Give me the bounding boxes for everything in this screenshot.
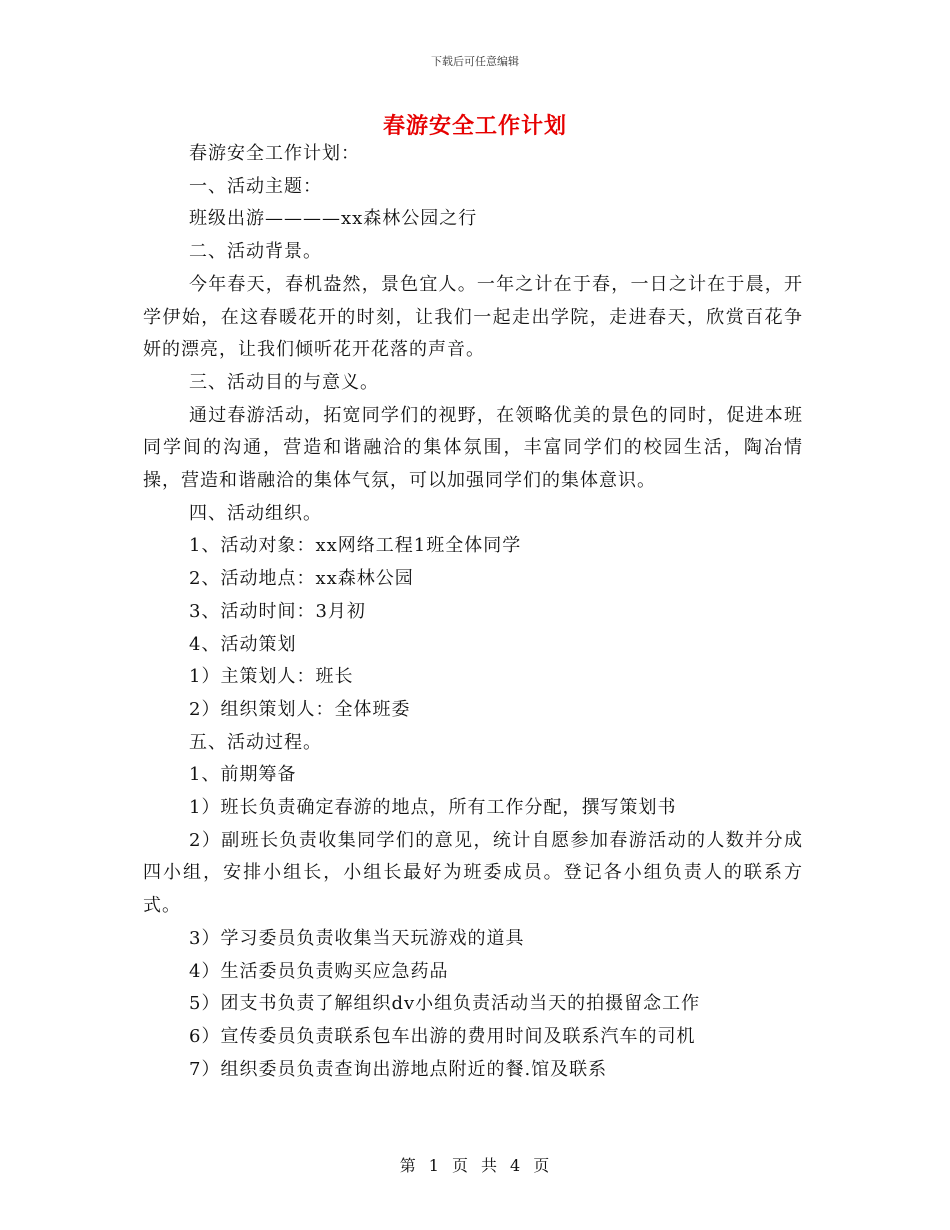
list-item: 5）团支书负责了解组织dv小组负责活动当天的拍摄留念工作 <box>189 993 701 1015</box>
footer-label-ye: 页 <box>451 1156 469 1175</box>
list-item: 2）副班长负责收集同学们的意见，统计自愿参加春游活动的人数并分成四小组，安排小组长，小组长最好为班委成员。登记各小组负责人的联系方式。 <box>143 829 803 917</box>
section-heading: 一、活动主题： <box>189 175 322 197</box>
paragraph: 班级出游————xx森林公园之行 <box>189 208 478 230</box>
footer-label-di: 第 <box>399 1156 417 1175</box>
paragraph: 今年春天，春机盎然，景色宜人。一年之计在于春，一日之计在于晨，开学伊始，在这春暖花开的时刻，让我们一起走出学院，走进春天，欣赏百花争妍的漂亮，让我们倾听花开花落的声音。 <box>143 273 803 361</box>
paragraph: 通过春游活动，拓宽同学们的视野，在领略优美的景色的同时，促进本班同学间的沟通，营造和谐融洽的集体氛围，丰富同学们的校园生活，陶冶情操，营造和谐融洽的集体气氛，可以加强同学们的集体意识。 <box>143 404 803 492</box>
paragraph: 春游安全工作计划： <box>189 143 360 164</box>
list-item: 3）学习委员负责收集当天玩游戏的道具 <box>189 927 525 949</box>
list-item: 1）班长负责确定春游的地点，所有工作分配，撰写策划书 <box>189 797 677 819</box>
page-number: 1 <box>428 1156 440 1175</box>
list-item: 3、活动时间：3月初 <box>189 600 366 622</box>
page-footer <box>0 1153 950 1176</box>
list-item: 4）生活委员负责购买应急药品 <box>189 960 449 982</box>
document-body <box>143 138 803 1086</box>
list-item: 6）宣传委员负责联系包车出游的费用时间及联系汽车的司机 <box>189 1025 696 1047</box>
footer-label-gong: 共 <box>481 1156 499 1175</box>
list-item: 2）组织策划人：全体班委 <box>189 698 411 720</box>
list-item: 7）组织委员负责查询出游地点附近的餐.馆及联系 <box>189 1058 608 1080</box>
section-heading: 五、活动过程。 <box>189 731 322 753</box>
list-item: 2、活动地点：xx森林公园 <box>189 568 414 590</box>
list-item: 4、活动策划 <box>189 633 297 655</box>
document-title: 春游安全工作计划 <box>382 113 567 139</box>
header-note: 下载后可任意编辑 <box>431 55 519 68</box>
section-heading: 四、活动组织。 <box>189 502 322 524</box>
list-item: 1、活动对象：xx网络工程1班全体同学 <box>189 535 522 557</box>
list-item: 1）主策划人：班长 <box>189 666 354 688</box>
section-heading: 三、活动目的与意义。 <box>189 371 379 393</box>
section-heading: 二、活动背景。 <box>189 241 322 263</box>
page-total: 4 <box>510 1156 522 1175</box>
footer-label-ye2: 页 <box>533 1156 551 1175</box>
list-item: 1、前期筹备 <box>189 764 297 786</box>
